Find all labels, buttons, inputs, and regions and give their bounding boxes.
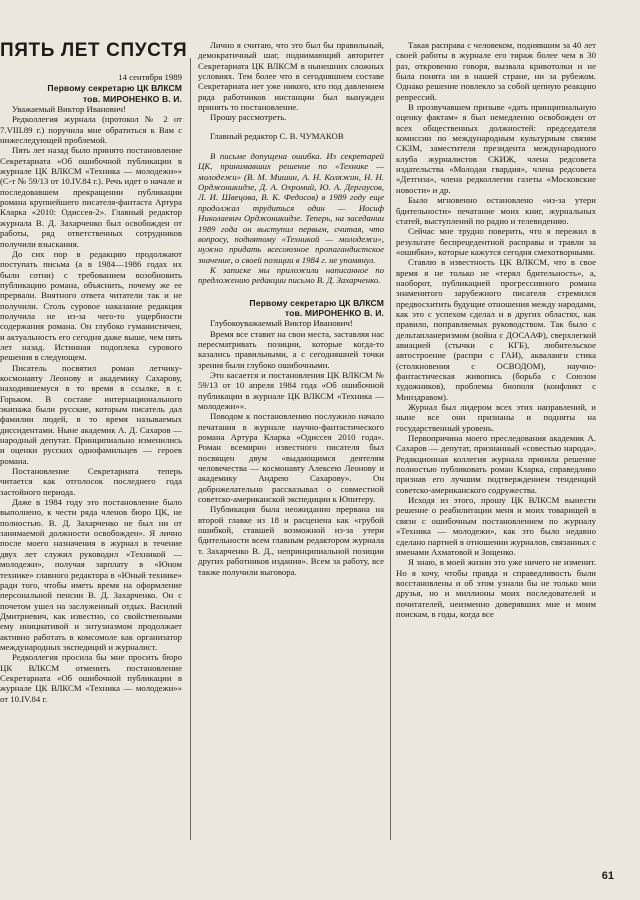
letter2-paragraph: Публикация была неожиданно прервана на второй главке из 18 и расценена как «грубой ошибкой, ставшей возможной из-за утери бдительности всем главным редактором журнала т. Захарченко В. Д., непринципиальной позиции других работников издания». Всем за работу, все также получили выговора. <box>198 504 384 577</box>
letter1-greeting: Уважаемый Виктор Иванович! <box>12 104 126 115</box>
letter2-heading-line1: Первому секретарю ЦК ВЛКСМ <box>249 297 384 308</box>
letter2-paragraph: Исходя из этого, прошу ЦК ВЛКСМ вынести решение о реабилитации меня и моих товарищей в связи с ошибочным постановлением по журналу «Техника — молодежи», как это было недавно сделано партией в отношении журналов, связанных с именами Ахматовой и Зощенко. <box>396 495 596 557</box>
letter1-heading-line1: Первому секретарю ЦК ВЛКСМ <box>47 83 182 94</box>
letter2-paragraph: Поводом к постановлению послужило начало печатания в журнале научно-фантастического романа Артура Кларка «Одиссея 2010 года». Роман всемирно известного писателя был посвящен двум «выдающимся деятелям человечества — космонавту Алексею Леонову и академику Андрею Сахарову». Он доброжелательно рассказывал о совместной советско-американской экспедиции к Юпитеру. <box>198 411 384 505</box>
letter2-greeting: Глубокоуважаемый Виктор Иванович! <box>210 318 353 329</box>
letter2-paragraph: Это касается и постановления ЦК ВЛКСМ № 59/13 от 10 апреля 1984 года «Об ошибочной публикации в журнале ЦК ВЛКСМ «Техника — молодежи»». <box>198 369 384 411</box>
letter1-paragraph: Редколлегия просила бы мне просить бюро ЦК ВЛКСМ отменить постановление Секретариата «Об ошибочной публикации в журнале ЦК ВЛКСМ «Техника — молодежи»» от 10.IV.84 г. <box>0 652 182 704</box>
letter2-paragraph: Первопричина моего преследования академик А. Сахаров — депутат, признанный «совестью народа». Редакционная коллегия журнала приняла решение полностью публиковать роман Кларка, справедливо признав его лучшим подтверждением тенденций советско-американского содружества. <box>396 433 596 495</box>
column-1 <box>0 40 188 872</box>
letter1-paragraph: Писатель посвятил роман летчику-космонавту Леонову и академику Сахарову, находившемуся в то время в ссылке, в г. Горьком. В составе интернационального экипажа были русские, которым писатель дал фамилии людей, в то время называемых диссидентами. Ныне академик А. Д. Сахаров — народный депутат. Принципиально изменились и оценки русских однофамильцев — героев романа. <box>0 362 182 466</box>
letter2-paragraph: Журнал был лидером всех этих направлений, и ныне все они признаны и подняты на государственный уровень. <box>396 402 596 433</box>
letter1-paragraph: Постановление Секретариата теперь читается как отголосок последнего года застойного периода. <box>0 466 182 497</box>
letter1-closing: Прошу рассмотреть. <box>210 112 287 123</box>
letter2-paragraph: Ставлю в известность ЦК ВЛКСМ, что в свое время я не только не «терял бдительность», а, наоборот, публикацией прогрессивного романа знаменитого зарубежного писателя стремился предвосхитить будущие отношения между народами, как это с успехом сделал и в других областях, как правило, поправляемых руководством. Так было с дельтапланеризмом (война с ДОСААФ), сверхлегкой авиацией (стычки с КГБ), любительское автостроение (распри с ГАИ), акваланги стика (столкновения с ОСВОДОМ), научно-фантастическая живопись (борьба с Союзом художников), проблемы биополя (конфликт с Минздравом). <box>396 257 596 402</box>
page-title: ПЯТЬ ЛЕТ СПУСТЯ <box>0 40 188 61</box>
editorial-note: В письме допущена ошибка. Из секретарей ЦК, принимавших решение по «Технике — молодежи» (В. М. Мишин, А. Н. Коляжин, Н. Н. Орджоникидзе, Д. А. Охромий, Ю. А. Дергаусов, Л. И. Швецова, В. К. Федосов) в 1989 году еще продолжал трудиться один — Иосиф Николаевич Орджоникидзе. Теперь, на заседании 1989 года он выступил первым, считая, что вопросу, поднятому «Техникой — молодежи», нужно придать всесоюзное пропагандистское значение, о своей позиции в 1984 г. не упомянул. <box>198 151 384 265</box>
letter2-heading-line2: тов. МИРОНЕНКО В. И. <box>284 307 384 318</box>
letter2-paragraph: Было мгновенно остановлено «из-за утери бдительности» печатание моих книг, журнальных статей, выступлений по радио и телевидению. <box>396 195 596 226</box>
letter2-paragraph: Я знаю, в моей жизни это уже ничего не изменит. Но я хочу, чтобы правда и справедливость были восстановлены и об этом узнали бы не только мои друзья, но и миллионы моих последователей и почитателей, неизменно доверявших мне и моим поискам, в годы, когда все <box>396 557 596 619</box>
letter1-paragraph: Пять лет назад было принято постановление Секретариата «Об ошибочной публикации в журнале ЦК ВЛКСМ «Техника — молодежи»» (С-т № 59/13 от 10.IV.84 г.). Речь идет о начале и последовавшем прекращении публикации романа крупнейшего писателя-фантаста Артура Кларка «2010: Одиссея-2». Главный редактор журнала В. Д. Захарченко был освобожден от работы, ряд ответственных сотрудников получили взыскания. <box>0 145 182 249</box>
page-number: 61 <box>601 870 614 882</box>
letter1-signature: Главный редактор С. В. ЧУМАКОВ <box>210 130 344 141</box>
letter2-paragraph: Сейчас мне трудно поверить, что я пережил в результате беспрецедентной расправы и травли за «ошибки», которые кажутся сегодня смехотворными. <box>396 226 596 257</box>
letter1-paragraph: До сих пор в редакцию продолжают поступать письма (а в 1984—1986 годах их были сотни) с требованием возобновить публикацию романа, объяснить, почему же ее прервали. Внятного ответа читатели так и не получили. Столь суровое наказание редакция получила не из-за чего-то ущербности содержания романа. Он глубоко гуманистичен, и актуальность его сегодня даже выше, чем пять лет назад. Истинная подоплека сурового решения в следующем. <box>0 248 182 363</box>
letter1-date: 14 сентября 1989 <box>118 72 182 82</box>
letter2-paragraph: В прозвучавшем призыве «дать принципиальную оценку фактам» я был немедленно освобожден от всех общественных должностей: председателя комиссии по международным культурным связям СКЗМ, заместителя президента международного клуба журналистов СКИЖ, члена редсовета издательства «Молодая гвардия», члена редсовета «Детгиза», члена редколлегии газеты «Московские новости» и др. <box>396 102 596 195</box>
letter1-paragraph: Лично я считаю, что это был бы правильный, демократичный шаг, поднимающий авторитет Секретариата ЦК ВЛКСМ в нынешних сложных условиях. Тем более что в сегодняшнем составе Секретариата нет уже никого, кто под давлением ряда работников инстанции был вынужден принять то постановление. <box>198 40 384 113</box>
column-3 <box>396 40 596 872</box>
column-divider <box>390 58 391 840</box>
letter2-paragraph: Такая расправа с человеком, поднявшим за 40 лет своей работы в журнале его тираж более чем в 30 раз, откровенно говоря, вызвала кривотолки и не была понята ни в нашей стране, ни за рубежом. Однако решение повлекло за собой цепную реакцию репрессий. <box>396 40 596 102</box>
letter1-heading-line2: тов. МИРОНЕНКО В. И. <box>82 93 182 104</box>
editorial-note: К записке мы приложили написанное по предложению редакции письмо В. Д. Захарченко. <box>198 264 384 286</box>
letter2-paragraph: Время все ставит на свои места, заставляя нас пересматривать позиции, которые когда-то казались правильными, а с сегодняшней точки зрения были глубоко ошибочными. <box>198 328 384 370</box>
column-2 <box>198 40 384 872</box>
letter1-paragraph: Редколлегия журнала (протокол № 2 от 7.VIII.89 г.) поручила мне обратиться к Вам с нижеследующей проблемой. <box>0 114 182 146</box>
letter1-paragraph: Даже в 1984 году это постановление было выполнено, к чести ряда членов бюро ЦК, не полностью. В. Д. Захарченко не был ни от занимаемой должности освобожден». Я лично после моего назначения в журнал в течение двух лет служил руководил «Техникой — молодежи», получая зарплату в «Юном технике» главного редактора в «Юный технике» ради того, чтобы иметь время на оформление персональной пенсии В. Д. Захарченко. Он с почетом ушел на заслуженный отдых. Василий Дмитриевич, как известно, со свойственными ему инициативой и энтузиазмом продолжает активно работать в комсомоле как организатор международных экспедиций и журналист. <box>0 497 182 652</box>
column-divider <box>190 58 191 840</box>
